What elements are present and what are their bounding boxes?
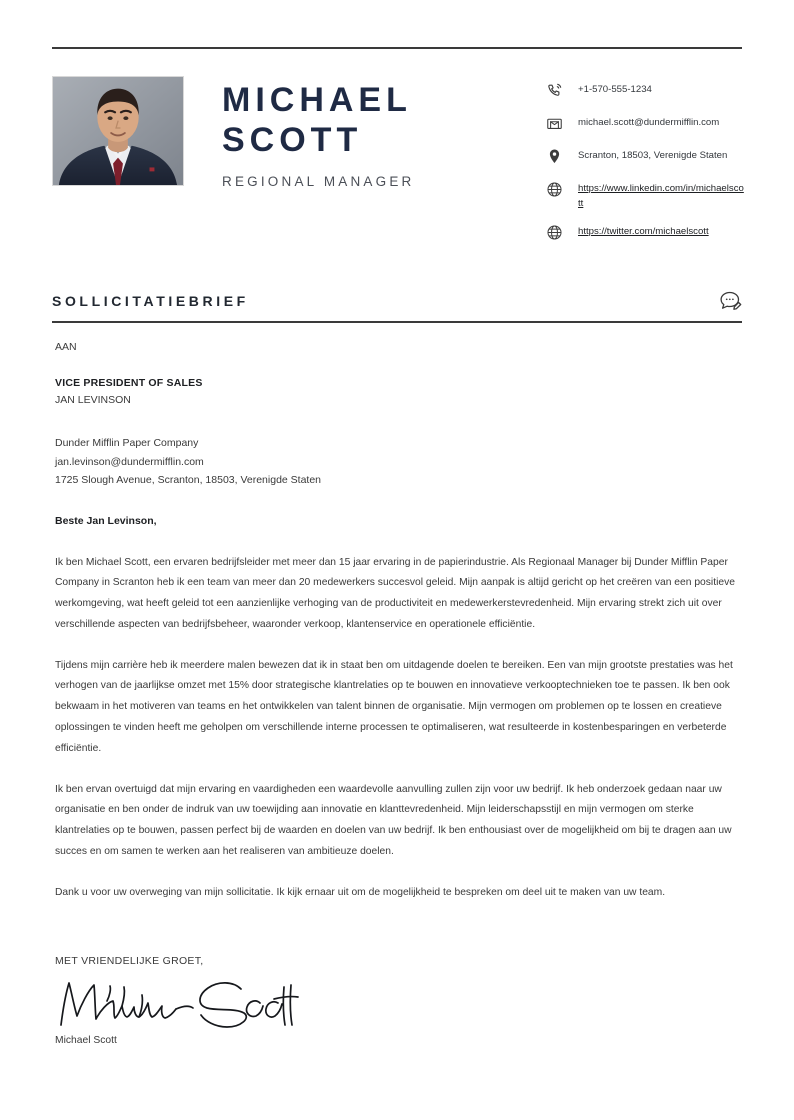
recipient-name: JAN LEVINSON (55, 394, 131, 406)
letter-paragraph: Ik ben ervan overtuigd dat mijn ervaring en vaardigheden een waardevolle aanvulling zullen zijn voor uw bedrijf. Ik heb onderzoek gedaan naar uw organisatie en ben onder de indruk van uw toewijding aan innovatie en klanttevredenheid. Mijn leiderschapsstijl en mijn vermogen om sterke klantrelaties op te bouwen, passen perfect bij de waarden en doelen van uw bedrijf. Ik ben enthousiast over de mogelijkheid om bij te dragen aan uw succes en om samen te werken aan het realiseren van ambitieuze doelen. (55, 783, 732, 858)
globe-icon (546, 181, 568, 201)
recipient-address: 1725 Slough Avenue, Scranton, 18503, Verenigde Staten (55, 474, 322, 486)
location-pin-icon (546, 148, 568, 168)
contact-phone-text: +1-570-555-1234 (578, 84, 652, 95)
letter-paragraph: Ik ben Michael Scott, een ervaren bedrijfsleider met meer dan 15 jaar ervaring in de papierindustrie. Als Regionaal Manager bij Dunder Mifflin Paper Company in Scranton heb ik een team van meer dan 20 medewerkers succesvol geleid. Mijn aanpak is altijd gericht op het creëren van een positieve werkomgeving, wat heeft geleid tot een aanzienlijke verhoging van de productiviteit en medewerkerstevredenheid. Mijn ervaring strekt zich uit over verschillende aspecten van bedrijfsbeheer, waaronder verkoop, klantenservice en operationele efficiëntie. (55, 556, 735, 630)
contact-email-text: michael.scott@dundermifflin.com (578, 117, 720, 128)
header-top-rule (52, 47, 742, 49)
signature-name: Michael Scott (55, 1035, 117, 1046)
page-title: SOLLICITATIEBRIEF (52, 293, 249, 309)
avatar (52, 76, 184, 186)
recipient-email: jan.levinson@dundermifflin.com (55, 455, 204, 468)
letter-paragraph: Dank u voor uw overweging van mijn sollicitatie. Ik kijk ernaar uit om de mogelijkheid te bespreken om deel uit te maken van uw team. (55, 886, 666, 898)
contact-item-email (546, 115, 746, 135)
contact-list (546, 82, 746, 257)
section-divider (52, 321, 742, 323)
section-header (52, 289, 742, 313)
name-line-1: MICHAEL (222, 81, 412, 119)
letter-paragraph: Tijdens mijn carrière heb ik meerdere malen bewezen dat ik in staat ben om uitdagende doelen te bereiken. Een van mijn grootste prestaties was het verhogen van de jaarlijkse omzet met 15% door strategische klantrelaties op te bouwen en innovatieve verkooptechnieken toe te passen. Ik ben ook bekwaam in het motiveren van teams en het ontwikkelen van talent binnen de organisatie. Mijn vermogen om problemen op te lossen en creatieve oplossingen te vinden heeft me geholpen om verschillende interne processen te optimaliseren, wat resulteerde in kostenbesparingen en verbeterde efficiëntie. (55, 659, 733, 754)
contact-twitter-text[interactable]: https://twitter.com/michaelscott (578, 226, 709, 237)
letter-body (55, 341, 745, 904)
chat-bubble-edit-icon (718, 289, 742, 313)
recipient-company: Dunder Mifflin Paper Company (55, 437, 199, 449)
contact-item-linkedin[interactable] (546, 181, 746, 211)
signoff-label: MET VRIENDELIJKE GROET, (55, 955, 204, 967)
recipient-title: VICE PRESIDENT OF SALES (55, 377, 203, 389)
signature-image (55, 975, 300, 1033)
contact-item-phone (546, 82, 746, 102)
envelope-icon (546, 115, 568, 135)
globe-icon (546, 224, 568, 244)
signoff-block (55, 955, 455, 1046)
contact-item-address (546, 148, 746, 168)
contact-address-text: Scranton, 18503, Verenigde Staten (578, 150, 728, 161)
contact-linkedin-text[interactable]: https://www.linkedin.com/in/michaelscott (578, 183, 744, 209)
contact-item-twitter[interactable] (546, 224, 746, 244)
name-line-2: SCOTT (222, 121, 363, 159)
salutation: Beste Jan Levinson, (55, 514, 157, 527)
recipient-details (55, 434, 745, 490)
to-label: AAN (55, 341, 77, 353)
job-title: REGIONAL MANAGER (222, 174, 415, 189)
phone-icon (546, 82, 568, 102)
